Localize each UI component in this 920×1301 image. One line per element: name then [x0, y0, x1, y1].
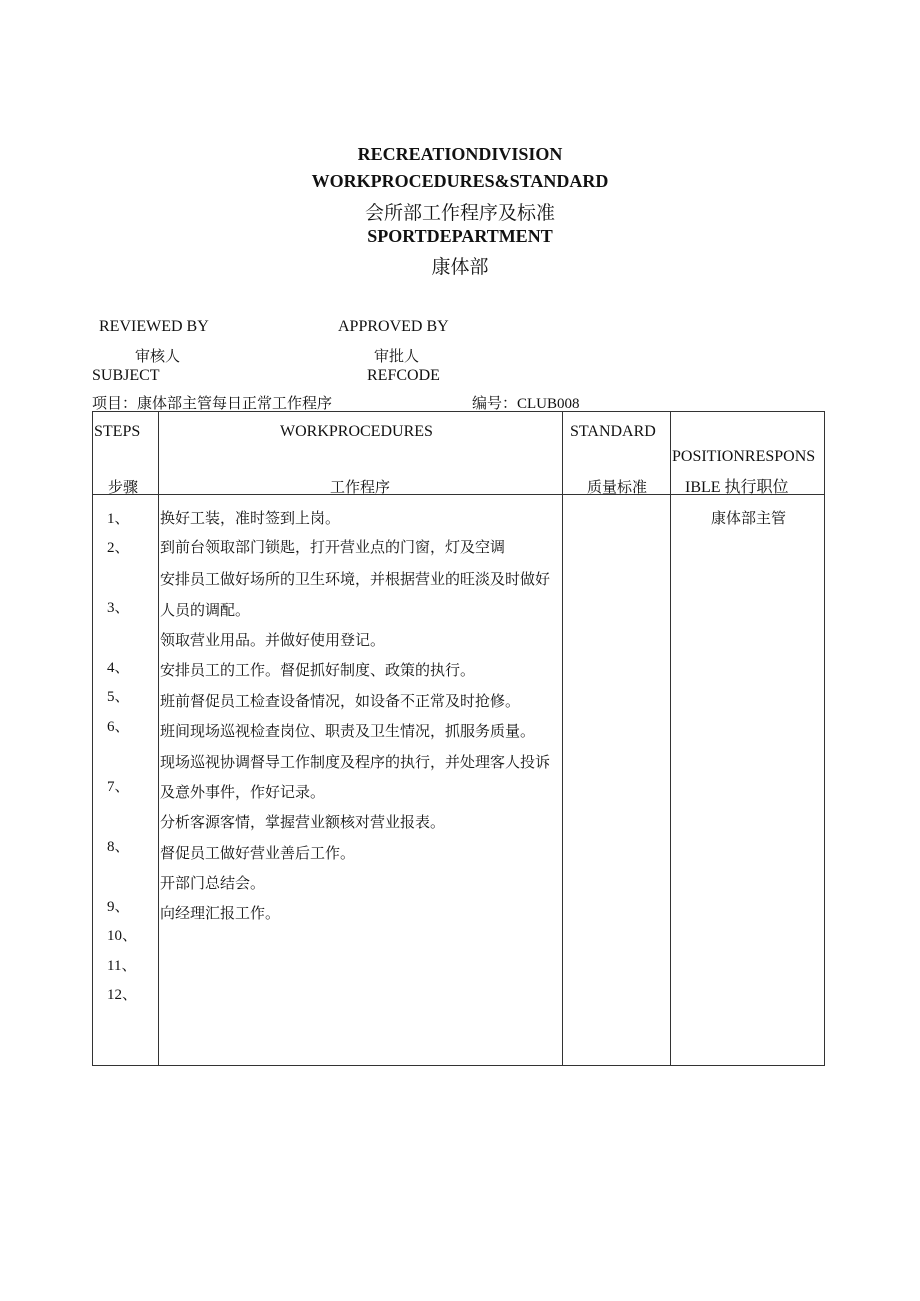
step-number: 2、 — [107, 540, 130, 556]
subject-value: 项目：康体部主管每日正常工作程序 — [92, 396, 333, 412]
step-number: 11、 — [107, 958, 137, 974]
header-position-en: POSITIONRESPONS — [672, 448, 816, 465]
step-number: 7、 — [107, 779, 130, 795]
procedure-line: 换好工装，准时签到上岗。 — [160, 511, 341, 527]
refcode-label: REFCODE — [367, 367, 440, 384]
step-number: 8、 — [107, 839, 130, 855]
procedure-line: 安排员工做好场所的卫生环境，并根据营业的旺淡及时做好 — [160, 572, 551, 588]
column-divider — [158, 412, 159, 1065]
step-number: 10、 — [107, 928, 138, 944]
reviewed-by-label-cn: 审核人 — [135, 349, 181, 365]
subject-label: SUBJECT — [92, 367, 160, 384]
step-number: 6、 — [107, 719, 130, 735]
procedure-line: 分析客源客情，掌握营业额核对营业报表。 — [160, 815, 446, 831]
procedure-line: 安排员工的工作。督促抓好制度、政策的执行。 — [160, 663, 476, 679]
procedure-line: 班间现场巡视检查岗位、职责及卫生情况，抓服务质量。 — [160, 724, 536, 740]
step-number: 5、 — [107, 689, 130, 705]
procedure-line: 班前督促员工检查设备情况，如设备不正常及时抢修。 — [160, 694, 521, 710]
procedure-line: 督促员工做好营业善后工作。 — [160, 846, 356, 862]
header-standard-cn: 质量标准 — [587, 480, 648, 496]
header-steps-cn: 步骤 — [108, 480, 139, 496]
division-title: RECREATIONDIVISION — [357, 144, 563, 164]
document-title-cn: 会所部工作程序及标准 — [364, 203, 555, 224]
header-procedures-cn: 工作程序 — [330, 480, 391, 496]
column-divider — [562, 412, 563, 1065]
position-responsible-value: 康体部主管 — [710, 511, 786, 527]
step-number: 3、 — [107, 600, 130, 616]
department-title-cn: 康体部 — [431, 257, 489, 278]
approved-by-label-cn: 审批人 — [374, 349, 420, 365]
document-title: WORKPROCEDURES&STANDARD — [311, 171, 609, 191]
header-position-en-cn: IBLE 执行职位 — [685, 479, 789, 496]
step-number: 1、 — [107, 511, 130, 527]
procedure-line: 到前台领取部门锁匙，打开营业点的门窗，灯及空调 — [160, 540, 506, 556]
procedure-line: 领取营业用品。并做好使用登记。 — [160, 633, 386, 649]
reviewed-by-label: REVIEWED BY — [99, 318, 209, 335]
procedure-line: 开部门总结会。 — [160, 876, 266, 892]
step-number: 12、 — [107, 987, 138, 1003]
procedure-line: 向经理汇报工作。 — [160, 906, 281, 922]
step-number: 4、 — [107, 660, 130, 676]
header-procedures-en: WORKPROCEDURES — [280, 423, 433, 440]
procedure-line: 现场巡视协调督导工作制度及程序的执行，并处理客人投诉 — [160, 755, 551, 771]
procedure-line: 人员的调配。 — [160, 603, 251, 619]
header-standard-en: STANDARD — [570, 423, 656, 440]
approved-by-label: APPROVED BY — [338, 318, 449, 335]
refcode-value: 编号：CLUB008 — [472, 396, 580, 412]
header-steps-en: STEPS — [94, 423, 141, 440]
step-number: 9、 — [107, 899, 130, 915]
department-title: SPORTDEPARTMENT — [367, 226, 553, 246]
procedure-line: 及意外事件，作好记录。 — [160, 785, 326, 801]
procedure-table — [92, 411, 825, 1066]
